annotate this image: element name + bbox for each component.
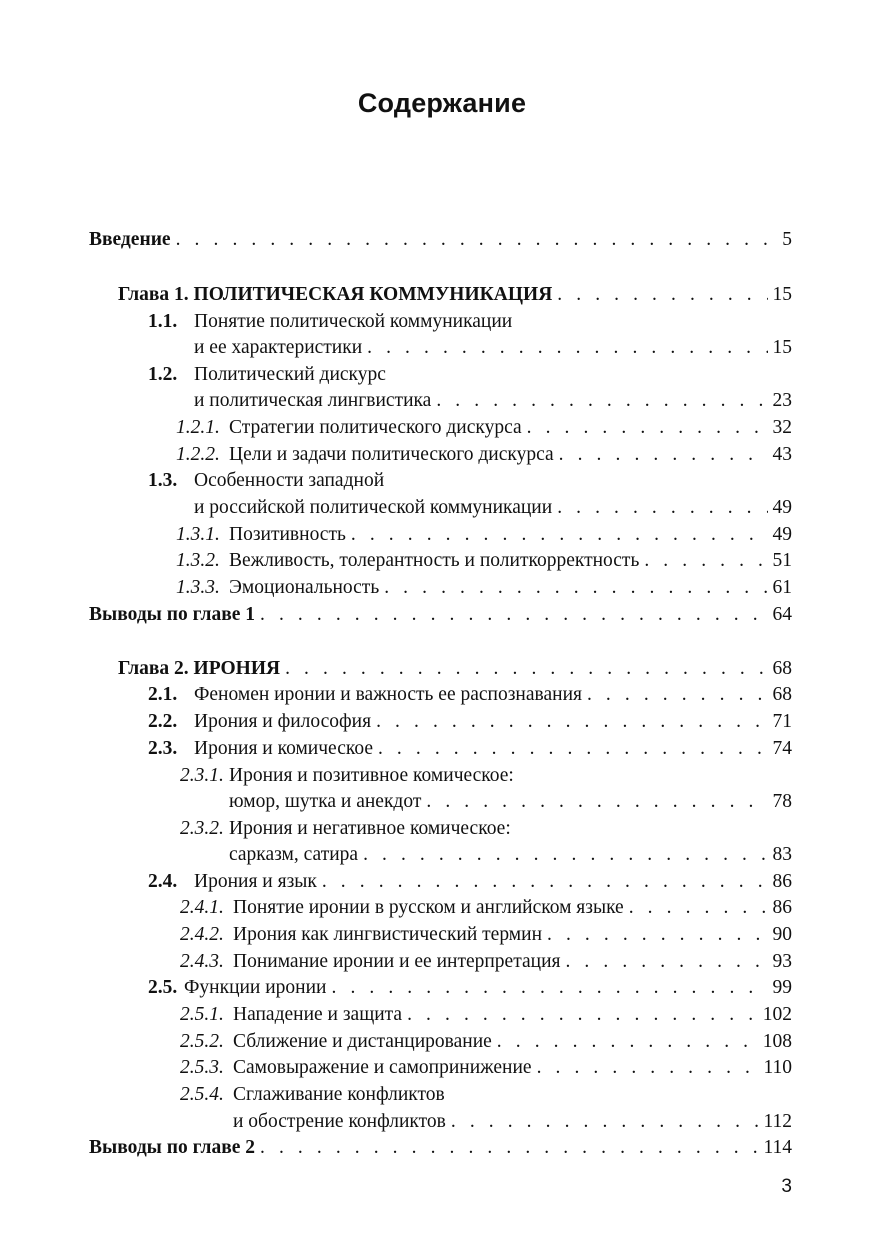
dot-leader (451, 1108, 759, 1136)
toc-section-number: 2.3.2. (180, 818, 224, 839)
dot-leader (557, 494, 767, 522)
toc-page-number: 112 (763, 1111, 792, 1132)
toc-entry-2-1[interactable] (148, 681, 792, 709)
dot-leader (322, 868, 768, 896)
toc-entry-label: Введение (89, 229, 171, 250)
toc-entry-1-3-line2[interactable] (194, 494, 792, 522)
toc-entry-label: Глава 1. ПОЛИТИЧЕСКАЯ КОММУНИКАЦИЯ (118, 284, 553, 305)
dot-leader (332, 974, 768, 1002)
toc-entry-2-4-1[interactable] (180, 894, 792, 922)
toc-entry-2-5-2[interactable] (180, 1028, 792, 1056)
toc-section-number: 2.4.1. (180, 897, 224, 918)
dot-leader (527, 414, 768, 442)
toc-section-number: 2.5.4. (180, 1084, 224, 1105)
toc-section-number: 1.3.2. (176, 550, 220, 571)
toc-section-number: 2.5.3. (180, 1057, 224, 1078)
toc-section-number: 1.2. (148, 364, 178, 385)
toc-entry-label-continued: и ее характеристики (194, 337, 363, 358)
toc-entry-label-continued: и политическая лингвистика (194, 390, 432, 411)
toc-entry-1-2-2[interactable] (176, 441, 792, 469)
toc-page-number: 32 (772, 417, 792, 438)
dot-leader (367, 334, 767, 362)
toc-entry-1-2-line1[interactable] (148, 361, 792, 389)
toc-entry-2-4-2[interactable] (180, 921, 792, 949)
toc-entry-label: Глава 2. ИРОНИЯ (118, 658, 281, 679)
toc-entry-1-3-1[interactable] (176, 521, 792, 549)
dot-leader (176, 226, 778, 254)
toc-section-number: 2.5.2. (180, 1031, 224, 1052)
page-number: 3 (781, 1176, 792, 1197)
toc-page-number: 49 (772, 524, 792, 545)
dot-leader (629, 894, 768, 922)
toc-entry-label: Эмоциональность (229, 577, 380, 598)
dot-leader (260, 601, 767, 629)
dot-leader (547, 921, 767, 949)
dot-leader (565, 948, 767, 976)
toc-entry-2-3[interactable] (148, 735, 792, 763)
toc-page-number: 102 (762, 1004, 792, 1025)
toc-entry-1-3-2[interactable] (176, 547, 792, 575)
dot-leader (559, 441, 768, 469)
toc-entry-label: Выводы по главе 2 (89, 1137, 256, 1158)
toc-entry-2-4-3[interactable] (180, 948, 792, 976)
dot-leader (384, 574, 767, 602)
toc-entry-2-4[interactable] (148, 868, 792, 896)
toc-entry-label: Феномен иронии и важность ее распознавания (194, 684, 582, 705)
toc-section-number: 1.3. (148, 470, 178, 491)
toc-entry-label: Цели и задачи политического дискурса (229, 444, 554, 465)
toc-entry-conclusions-2[interactable] (89, 1134, 792, 1162)
toc-entry-label: Нападение и защита (233, 1004, 403, 1025)
toc-entry-1-3-3[interactable] (176, 574, 792, 602)
toc-section-number: 2.3.1. (180, 765, 224, 786)
toc-page-number: 68 (772, 684, 792, 705)
toc-entry-label: Понятие иронии в русском и английском языке (233, 897, 624, 918)
dot-leader (378, 735, 768, 763)
toc-entry-label: Функции иронии (184, 977, 327, 998)
toc-page-number: 83 (772, 844, 792, 865)
toc-section-number: 1.1. (148, 311, 178, 332)
toc-entry-2-3-2-line2[interactable] (229, 841, 792, 869)
toc-section-number: 2.3. (148, 738, 178, 759)
toc-entry-label: Ирония и язык (194, 871, 317, 892)
dot-leader (436, 387, 767, 415)
toc-entry-label: Ирония и позитивное комическое: (229, 765, 514, 786)
toc-entry-label: Стратегии политического дискурса (229, 417, 522, 438)
toc-entry-2-5-3[interactable] (180, 1054, 792, 1082)
toc-section-number: 2.1. (148, 684, 178, 705)
toc-page-number: 90 (772, 924, 792, 945)
toc-section-number: 2.5.1. (180, 1004, 224, 1025)
toc-section-number: 2.4.2. (180, 924, 224, 945)
toc-entry-label: Политический дискурс (194, 364, 386, 385)
toc-section-number: 2.4. (148, 871, 178, 892)
toc-entry-label-continued: юмор, шутка и анекдот (229, 791, 422, 812)
toc-page-number: 51 (772, 550, 792, 571)
toc-entry-1-1-line1[interactable] (148, 308, 792, 336)
dot-leader (407, 1001, 758, 1029)
toc-section-number: 2.5. (148, 977, 178, 998)
toc-entry-label-continued: и обострение конфликтов (233, 1111, 446, 1132)
toc-entry-1-2-line2[interactable] (194, 387, 792, 415)
dot-leader (497, 1028, 758, 1056)
toc-entry-label: Позитивность (229, 524, 346, 545)
toc-section-number: 2.4.3. (180, 951, 224, 972)
toc-entry-label: Сближение и дистанцирование (233, 1031, 492, 1052)
toc-entry-chapter-1[interactable] (118, 281, 792, 309)
toc-entry-label: Выводы по главе 1 (89, 604, 256, 625)
toc-entry-label: Ирония и философия (194, 711, 372, 732)
toc-page-number: 23 (772, 390, 792, 411)
toc-page-number: 93 (772, 951, 792, 972)
toc-section-number: 1.2.1. (176, 417, 220, 438)
toc-page-number: 15 (772, 284, 792, 305)
toc-entry-label-continued: и российской политической коммуникации (194, 497, 553, 518)
toc-page-number: 86 (772, 871, 792, 892)
toc-entry-2-3-1-line1[interactable] (180, 762, 792, 790)
toc-page-number: 64 (772, 604, 792, 625)
toc-entry-label: Ирония и комическое (194, 738, 373, 759)
toc-section-number: 1.2.2. (176, 444, 220, 465)
toc-entry-label: Ирония как лингвистический термин (233, 924, 543, 945)
toc-page-number: 68 (772, 658, 792, 679)
dot-leader (260, 1134, 758, 1162)
toc-entry-label: Особенности западной (194, 470, 385, 491)
toc-section-number: 2.2. (148, 711, 178, 732)
dot-leader (587, 681, 768, 709)
toc-page-number: 43 (772, 444, 792, 465)
toc-section-number: 1.3.3. (176, 577, 220, 598)
toc-entry-label-continued: сарказм, сатира (229, 844, 359, 865)
toc-entry-2-5-1[interactable] (180, 1001, 792, 1029)
toc-entry-1-1-line2[interactable] (194, 334, 792, 362)
dot-leader (363, 841, 767, 869)
toc-entry-label: Ирония и негативное комическое: (229, 818, 511, 839)
dot-leader (376, 708, 767, 736)
toc-page-number: 61 (772, 577, 792, 598)
toc-page-number: 114 (763, 1137, 792, 1158)
dot-leader (644, 547, 767, 575)
toc-entry-label: Понимание иронии и ее интерпретация (233, 951, 561, 972)
toc-page-number: 86 (772, 897, 792, 918)
dot-leader (351, 521, 768, 549)
toc-page-number: 78 (772, 791, 792, 812)
toc-entry-2-3-1-line2[interactable] (229, 788, 792, 816)
toc-page-number: 15 (772, 337, 792, 358)
toc-entry-label: Понятие политической коммуникации (194, 311, 513, 332)
dot-leader (537, 1054, 759, 1082)
toc-entry-1-2-1[interactable] (176, 414, 792, 442)
toc-page-number: 110 (763, 1057, 792, 1078)
toc-entry-2-5[interactable] (148, 974, 792, 1002)
dot-leader (557, 281, 767, 309)
page-title: Содержание (357, 88, 527, 118)
toc-entry-2-3-2-line1[interactable] (180, 815, 792, 843)
toc-entry-label: Сглаживание конфликтов (233, 1084, 445, 1105)
dot-leader (285, 655, 767, 683)
toc-entry-introduction[interactable] (89, 226, 792, 254)
toc-page-number: 5 (782, 229, 792, 250)
toc-page-number: 99 (772, 977, 792, 998)
toc-entry-2-2[interactable] (148, 708, 792, 736)
toc-page-number: 74 (772, 738, 792, 759)
toc-entry-1-3-line1[interactable] (148, 467, 792, 495)
toc-page-number: 108 (762, 1031, 792, 1052)
toc-page-number: 71 (772, 711, 792, 732)
toc-entry-chapter-2[interactable] (118, 655, 792, 683)
toc-entry-label: Самовыражение и самопринижение (233, 1057, 532, 1078)
toc-entry-2-5-4-line2[interactable] (233, 1108, 792, 1136)
toc-entry-2-5-4-line1[interactable] (180, 1081, 792, 1109)
dot-leader (426, 788, 767, 816)
toc-entry-conclusions-1[interactable] (89, 601, 792, 629)
toc-page-number: 49 (772, 497, 792, 518)
toc-section-number: 1.3.1. (176, 524, 220, 545)
toc-entry-label: Вежливость, толерантность и политкорректность (229, 550, 640, 571)
